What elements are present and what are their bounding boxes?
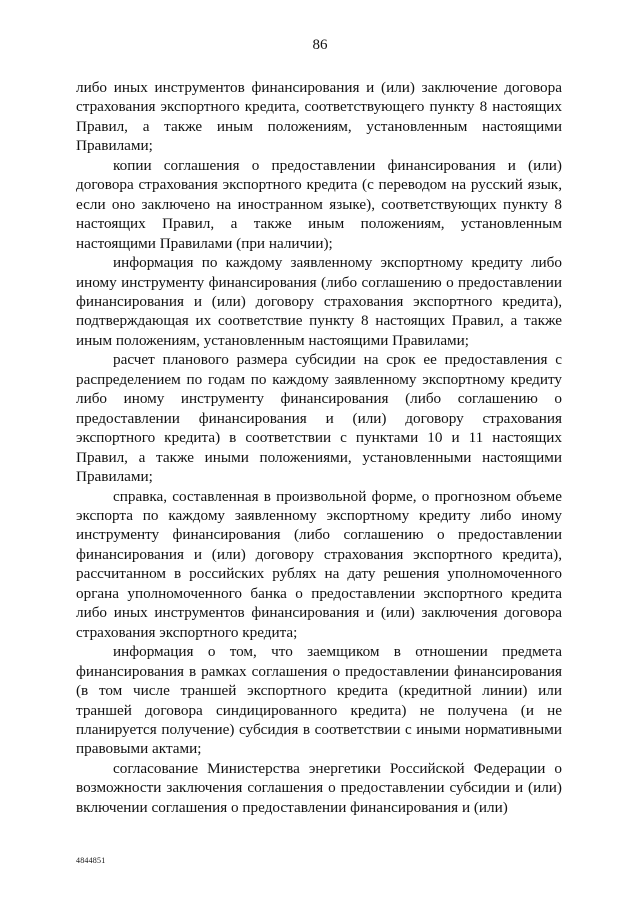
page-number: 86 <box>312 37 328 53</box>
paragraph-agreement-copies: копии соглашения о предоставлении финансирования и (или) договора страхования экспортного кредита (с переводом на русский язык, если оно заключено на иностранном языке), соответствующих пункту 8 настоящих Правил, а также иным положениям, установленным настоящими Правилами (при наличии); <box>76 156 562 252</box>
paragraph-ministry-approval: согласование Министерства энергетики Российской Федерации о возможности заключения соглашения о предоставлении субсидии и (или) включении соглашения о предоставлении финансирования и (или) <box>76 759 562 816</box>
paragraph-credit-information: информация по каждому заявленному экспортному кредиту либо иному инструменту финансирования (либо соглашению о предоставлении финансирования и (или) договору страхования экспортного кредита), подтверждающая их соответствие пункту 8 настоящих Правил, а также иным положениям, установленным настоящими Правилами; <box>76 254 562 349</box>
document-code: 4844851 <box>76 856 106 865</box>
document-body <box>76 78 562 817</box>
paragraph-no-other-subsidy: информация о том, что заемщиком в отношении предмета финансирования в рамках соглашения о предоставлении финансирования (в том числе траншей экспортного кредита (кредитной линии) или траншей договора синдицированного кредита) не получена (и не планируется получение) субсидия в соответствии с иными нормативными правовыми актами; <box>76 643 562 758</box>
paragraph-subsidy-calculation: расчет планового размера субсидии на срок ее предоставления с распределением по годам по каждому заявленному экспортному кредиту либо иному инструменту финансирования (либо соглашению о предоставлении финансирования и (или) договору страхования экспортного кредита) в соответствии с пунктами 10 и 11 настоящих Правил, а также иными положениями, установленными настоящими Правилами; <box>76 351 562 486</box>
paragraph-continuation: либо иных инструментов финансирования и (или) заключение договора страхования экспортного кредита, соответствующего пункту 8 настоящих Правил, а также иным положениям, установленным настоящими Правилами; <box>76 79 562 155</box>
paragraph-export-forecast: справка, составленная в произвольной форме, о прогнозном объеме экспорта по каждому заявленному экспортному кредиту либо иному инструменту финансирования (либо соглашению о предоставлении финансирования и (или) договору страхования экспортного кредита), рассчитанном в российских рублях на дату решения уполномоченного органа уполномоченного банка о предоставлении экспортного кредита либо иных инструментов финансирования и (или) заключения договора страхования экспортного кредита; <box>76 487 562 641</box>
